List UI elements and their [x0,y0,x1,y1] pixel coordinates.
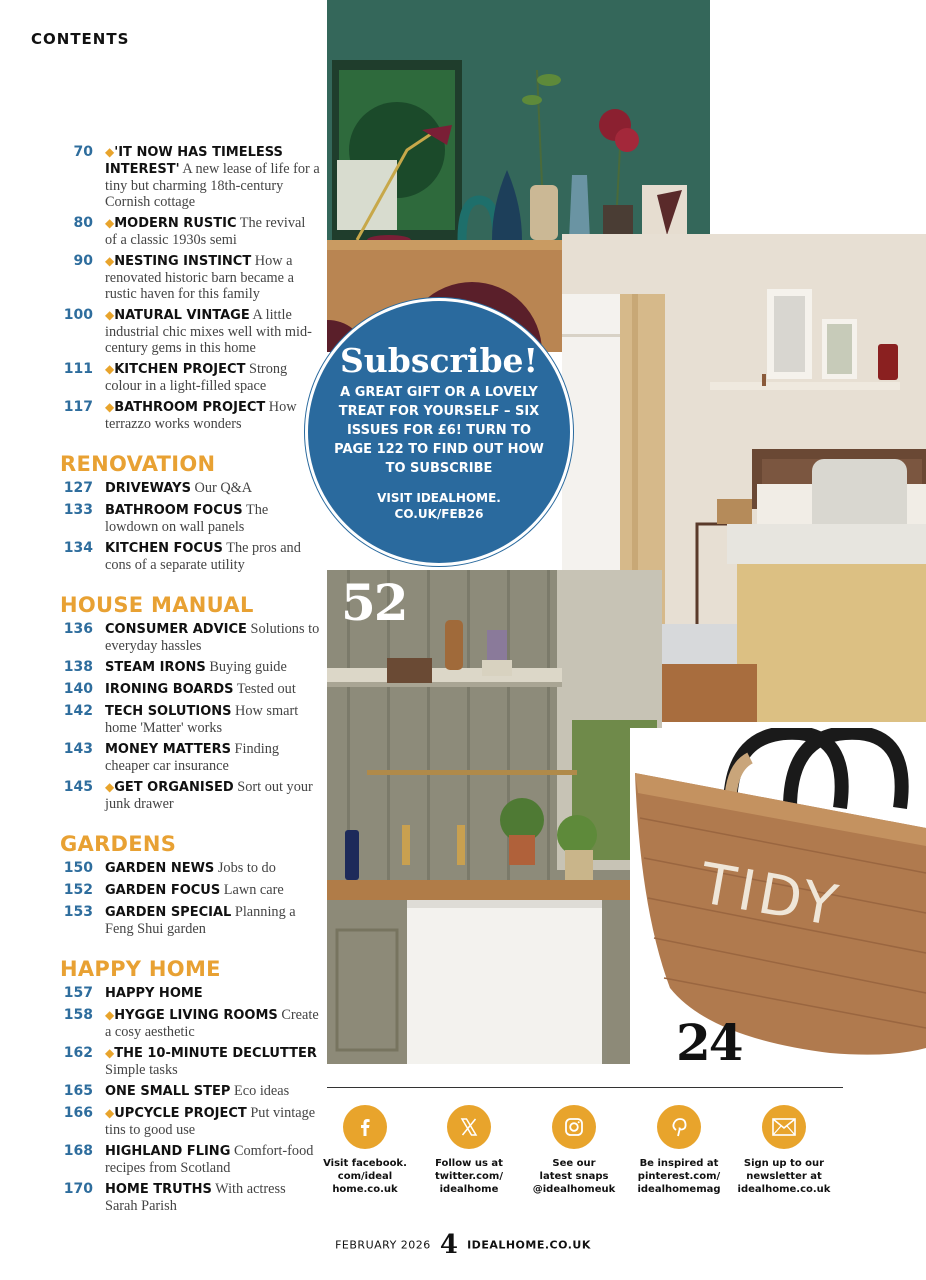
social-pinterest[interactable] [624,1105,734,1196]
toc-title: NESTING INSTINCT [114,254,252,269]
toc-title: THE 10-MINUTE DECLUTTER [114,1046,317,1061]
toc-title: HOME TRUTHS [105,1182,212,1197]
toc-description: Comfort-food recipes from Scotland [105,1143,314,1176]
facebook-icon[interactable] [343,1105,387,1149]
toc-title: KITCHEN PROJECT [114,362,246,377]
toc-description: Sort out your junk drawer [105,779,313,812]
toc-page-number: 150 [63,860,93,876]
toc-page-number: 158 [63,1007,93,1023]
social-instagram[interactable] [519,1105,629,1196]
toc-page-number: 162 [63,1045,93,1061]
toc-entry[interactable] [60,904,320,937]
toc-page-number: 133 [63,502,93,518]
instagram-icon[interactable] [552,1105,596,1149]
toc-entry[interactable] [60,502,320,535]
toc-page-number: 143 [63,741,93,757]
toc-title: IRONING BOARDS [105,682,234,697]
diamond-icon: ◆ [105,254,115,268]
toc-entry[interactable] [60,1143,320,1176]
photo-basket [630,728,926,1068]
toc-entry[interactable] [60,621,320,654]
divider-line [327,1087,843,1088]
mail-icon[interactable] [762,1105,806,1149]
toc-entry[interactable] [60,860,320,877]
toc-description: The lowdown on wall panels [105,502,269,535]
toc-title: GARDEN NEWS [105,861,215,876]
toc-description: Strong colour in a light-filled space [105,361,288,394]
toc-description: Buying guide [205,659,287,675]
footer-month: FEBRUARY 2026 [335,1238,431,1252]
photo-kitchen [327,570,662,1064]
toc-title: BATHROOM PROJECT [114,400,266,415]
toc-description: Eco ideas [230,1083,290,1099]
toc-description: Put vintage tins to good use [105,1105,316,1138]
toc-title: STEAM IRONS [105,660,206,675]
toc-title: UPCYCLE PROJECT [114,1106,247,1121]
toc-happy-home [60,985,320,1214]
toc-title: TECH SOLUTIONS [105,704,232,719]
toc-description: Tested out [233,681,296,697]
toc-description: Planning a Feng Shui garden [105,904,296,937]
toc-title: ONE SMALL STEP [105,1084,231,1099]
social-caption-newsletter: Sign up to our newsletter at idealhome.co.uk [737,1158,831,1195]
toc-page-number: 140 [63,681,93,697]
toc-entry[interactable] [60,1045,320,1078]
social-caption-instagram: See our latest snaps @idealhomeuk [532,1158,616,1195]
diamond-icon: ◆ [105,216,115,230]
toc-renovation [60,480,320,573]
diamond-icon: ◆ [105,1046,115,1060]
toc-description: How smart home 'Matter' works [105,703,299,736]
toc-title: MONEY MATTERS [105,742,231,757]
section-heading-renovation: RENOVATION [60,452,216,476]
toc-title: MODERN RUSTIC [114,216,237,231]
subscribe-badge[interactable] [305,298,573,566]
page-number-52: 52 [341,573,407,632]
toc-page-number: 145 [63,779,93,795]
section-heading-happy-home: HAPPY HOME [60,957,221,981]
toc-page-number: 90 [73,253,93,269]
toc-entry[interactable] [60,703,320,736]
social-newsletter[interactable] [729,1105,839,1196]
toc-description: The revival of a classic 1930s semi [105,215,306,248]
social-caption-facebook: Visit facebook. com/ideal home.co.uk [323,1158,407,1195]
toc-page-number: 168 [63,1143,93,1159]
page-number-24: 24 [676,1013,742,1068]
toc-description: Jobs to do [214,860,276,876]
toc-description: The pros and cons of a separate utility [105,540,301,573]
page-footer [0,1230,926,1260]
diamond-icon: ◆ [105,308,115,322]
toc-page-number: 127 [63,480,93,496]
toc-page-number: 142 [63,703,93,719]
social-facebook[interactable] [310,1105,420,1196]
toc-entry[interactable] [60,1083,320,1100]
diamond-icon: ◆ [105,780,115,794]
toc-description: Simple tasks [105,1062,178,1078]
toc-entry[interactable] [60,361,320,394]
toc-entry[interactable] [60,1105,320,1138]
x-icon[interactable] [447,1105,491,1149]
toc-description: Our Q&A [190,480,253,496]
footer-site[interactable]: IDEALHOME.CO.UK [467,1238,591,1252]
subscribe-url[interactable]: VISIT IDEALHOME. CO.UK/FEB26 [377,491,501,521]
toc-entry[interactable] [60,540,320,573]
toc-description: Create a cosy aesthetic [105,1007,319,1040]
toc-description: How terrazzo works wonders [105,399,297,432]
toc-title: BATHROOM FOCUS [105,503,243,518]
toc-page-number: 157 [63,985,93,1001]
diamond-icon: ◆ [105,1008,115,1022]
toc-description: Solutions to everyday hassles [105,621,320,654]
toc-title: HAPPY HOME [105,986,203,1001]
diamond-icon: ◆ [105,362,115,376]
toc-homes [60,144,320,432]
toc-page-number: 100 [63,307,93,323]
toc-entry[interactable] [60,681,320,698]
toc-description: A little industrial chic mixes well with mid-century gems in this home [105,307,312,356]
toc-title: 'IT NOW HAS TIMELESS INTEREST' [105,145,283,177]
toc-page-number: 166 [63,1105,93,1121]
social-caption-twitter: Follow us at twitter.com/ idealhome [435,1158,503,1195]
toc-page-number: 70 [73,144,93,160]
diamond-icon: ◆ [105,400,115,414]
toc-page-number: 165 [63,1083,93,1099]
toc-entry[interactable] [60,480,320,497]
toc-entry[interactable] [60,144,320,210]
section-heading-house-manual: HOUSE MANUAL [60,593,254,617]
toc-description: With actress Sarah Parish [105,1181,286,1214]
section-heading-gardens: GARDENS [60,832,177,856]
toc-title: GARDEN FOCUS [105,883,221,898]
toc-entry[interactable] [60,307,320,356]
basket-text: TIDY [695,851,846,940]
toc-entry[interactable] [60,741,320,774]
toc-page-number: 117 [63,399,93,415]
toc-entry[interactable] [60,1007,320,1040]
table-of-contents [60,144,320,1219]
toc-entry[interactable] [60,882,320,899]
diamond-icon: ◆ [105,1106,115,1120]
toc-house-manual [60,621,320,812]
toc-page-number: 170 [63,1181,93,1197]
toc-title: NATURAL VINTAGE [114,308,250,323]
toc-page-number: 136 [63,621,93,637]
pinterest-icon[interactable] [657,1105,701,1149]
social-caption-pinterest: Be inspired at pinterest.com/ idealhomemag [637,1158,721,1195]
toc-title: HYGGE LIVING ROOMS [114,1008,278,1023]
toc-entry[interactable] [60,215,320,248]
toc-entry[interactable] [60,399,320,432]
subscribe-body: A GREAT GIFT OR A LOVELY TREAT FOR YOURSELF – SIX ISSUES FOR £6! TURN TO PAGE 122 TO FIND OUT HOW TO SUBSCRIBE [334,385,544,476]
toc-page-number: 152 [63,882,93,898]
toc-page-number: 138 [63,659,93,675]
toc-description: Finding cheaper car insurance [105,741,280,774]
toc-description: How a renovated historic barn became a rustic haven for this family [105,253,294,302]
toc-entry[interactable] [60,779,320,812]
toc-title: GARDEN SPECIAL [105,905,232,920]
toc-description: A new lease of life for a tiny but charming 18th-century Cornish cottage [105,161,320,210]
toc-gardens [60,860,320,937]
toc-title: DRIVEWAYS [105,481,191,496]
toc-entry[interactable] [60,985,320,1002]
footer-page-number: 4 [439,1230,458,1260]
kitchen-illustration [327,570,662,1064]
toc-page-number: 134 [63,540,93,556]
diamond-icon: ◆ [105,145,115,159]
social-twitter[interactable] [414,1105,524,1196]
toc-description: Lawn care [220,882,284,898]
toc-page-number: 80 [73,215,93,231]
toc-page-number: 153 [63,904,93,920]
toc-title: CONSUMER ADVICE [105,622,247,637]
toc-title: HIGHLAND FLING [105,1144,231,1159]
toc-title: GET ORGANISED [114,780,234,795]
contents-label: CONTENTS [31,30,130,48]
toc-entry[interactable] [60,253,320,302]
toc-title: KITCHEN FOCUS [105,541,223,556]
toc-page-number: 111 [63,361,93,377]
toc-entry[interactable] [60,1181,320,1214]
toc-entry[interactable] [60,659,320,676]
subscribe-title: Subscribe! [339,341,539,380]
